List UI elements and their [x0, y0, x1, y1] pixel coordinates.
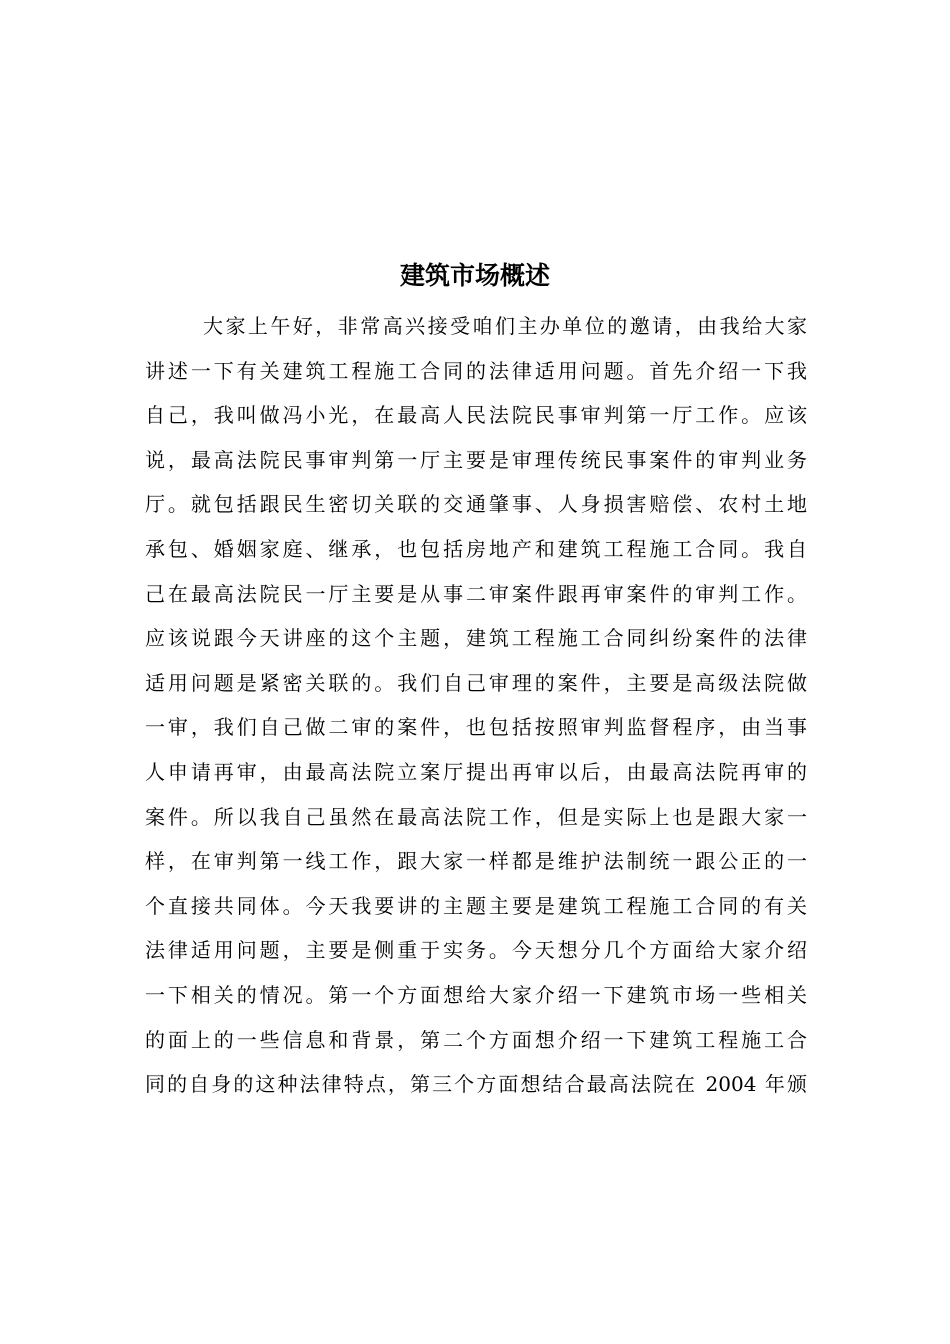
paragraph-line: 人申请再审，由最高法院立案厅提出再审以后，由最高法院再审的 [145, 759, 807, 784]
paragraph-line: 说，最高法院民事审判第一厅主要是审理传统民事案件的审判业务 [145, 447, 807, 472]
document-title: 建筑市场概述 [399, 261, 550, 290]
paragraph-line: 样，在审判第一线工作，跟大家一样都是维护法制统一跟公正的一 [145, 849, 807, 874]
paragraph-line: 一下相关的情况。第一个方面想给大家介绍一下建筑市场一些相关 [145, 982, 807, 1007]
document-body [145, 304, 807, 1107]
paragraph-line: 案件。所以我自己虽然在最高法院工作，但是实际上也是跟大家一 [145, 804, 807, 829]
paragraph-line: 适用问题是紧密关联的。我们自己审理的案件，主要是高级法院做 [145, 670, 807, 695]
paragraph-line: 法律适用问题，主要是侧重于实务。今天想分几个方面给大家介绍 [145, 938, 807, 963]
paragraph-line: 个直接共同体。今天我要讲的主题主要是建筑工程施工合同的有关 [145, 893, 807, 918]
paragraph-line: 应该说跟今天讲座的这个主题，建筑工程施工合同纠纷案件的法律 [145, 626, 807, 651]
paragraph-line: 承包、婚姻家庭、继承，也包括房地产和建筑工程施工合同。我自 [145, 536, 807, 561]
paragraph-line: 厅。就包括跟民生密切关联的交通肇事、人身损害赔偿、农村土地 [145, 492, 807, 517]
paragraph-line: 大家上午好，非常高兴接受咱们主办单位的邀请，由我给大家 [203, 314, 807, 338]
paragraph-line: 一审，我们自己做二审的案件，也包括按照审判监督程序，由当事 [145, 715, 807, 740]
paragraph-line: 的面上的一些信息和背景，第二个方面想介绍一下建筑工程施工合 [145, 1027, 807, 1052]
paragraph-line: 同的自身的这种法律特点，第三个方面想结合最高法院在 2004 年颁 [145, 1072, 807, 1097]
paragraph-line: 自己，我叫做冯小光，在最高人民法院民事审判第一厅工作。应该 [145, 403, 807, 428]
paragraph-line: 己在最高法院民一厅主要是从事二审案件跟再审案件的审判工作。 [145, 581, 807, 606]
paragraph-line: 讲述一下有关建筑工程施工合同的法律适用问题。首先介绍一下我 [145, 358, 807, 383]
